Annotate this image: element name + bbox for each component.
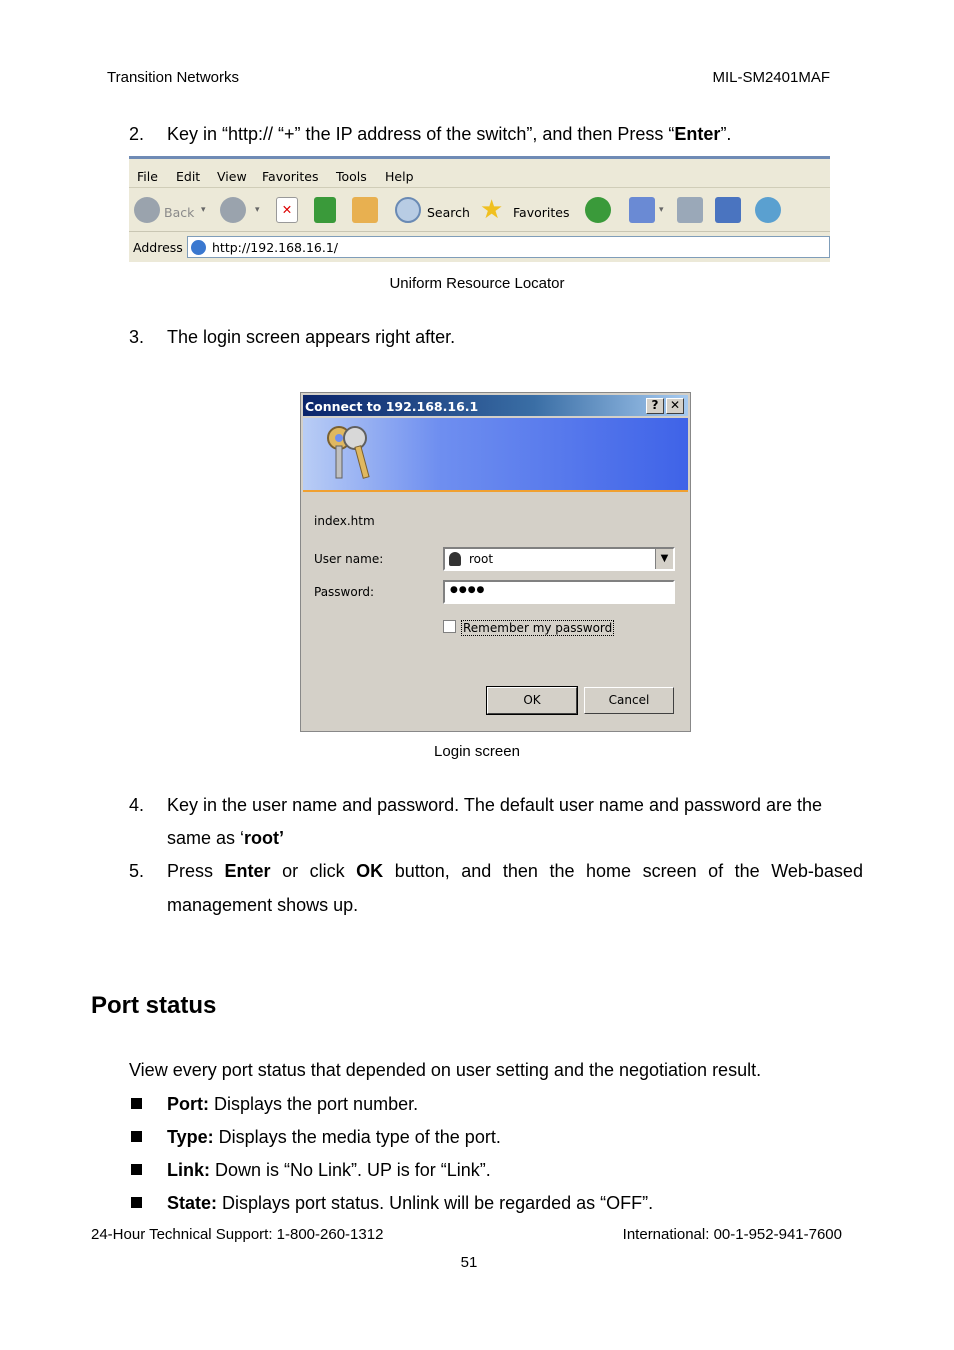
mail-icon[interactable] bbox=[629, 197, 655, 223]
footer-left: 24-Hour Technical Support: 1-800-260-1312 bbox=[91, 1226, 384, 1243]
page-number: 51 bbox=[460, 1254, 478, 1271]
username-value: root bbox=[469, 552, 494, 566]
browser-toolbar-screenshot bbox=[129, 156, 830, 262]
edit-icon[interactable] bbox=[715, 197, 741, 223]
favorites-star-icon[interactable]: ★ bbox=[480, 195, 504, 225]
address-bar bbox=[129, 234, 830, 261]
dialog-title: Connect to 192.168.16.1 bbox=[305, 399, 479, 414]
step-text: Key in “http:// “+” the IP address of the switch”, and then Press “Enter”. bbox=[167, 124, 732, 144]
step-number: 3. bbox=[129, 327, 145, 347]
dialog-titlebar bbox=[303, 395, 688, 416]
password-label: Password: bbox=[314, 585, 375, 599]
chevron-down-icon[interactable]: ▾ bbox=[255, 205, 260, 215]
menu-file[interactable]: File bbox=[137, 169, 158, 184]
password-value: ●●●● bbox=[450, 585, 486, 595]
section-title: Port status bbox=[91, 992, 217, 1019]
history-icon[interactable] bbox=[585, 197, 611, 223]
step-number: 5. bbox=[129, 861, 145, 881]
back-button-label[interactable]: Back bbox=[164, 205, 195, 220]
menu-tools[interactable]: Tools bbox=[336, 169, 367, 184]
bullet-item: State: Displays port status. Unlink will be regarded as “OFF”. bbox=[167, 1193, 654, 1213]
bullet-item: Type: Displays the media type of the port. bbox=[167, 1127, 501, 1147]
address-label: Address bbox=[133, 240, 183, 255]
toolbar bbox=[129, 191, 830, 232]
caption-login: Login screen bbox=[434, 743, 520, 760]
close-icon[interactable]: ✕ bbox=[666, 398, 684, 414]
print-icon[interactable] bbox=[677, 197, 703, 223]
username-field[interactable] bbox=[443, 547, 675, 571]
ok-button[interactable]: OK bbox=[487, 687, 577, 714]
search-icon[interactable] bbox=[395, 197, 421, 223]
caption-url: Uniform Resource Locator bbox=[389, 275, 565, 292]
messenger-icon[interactable] bbox=[755, 197, 781, 223]
header-right: MIL-SM2401MAF bbox=[712, 69, 830, 86]
bullet-marker bbox=[131, 1098, 142, 1109]
step-number: 2. bbox=[129, 124, 145, 144]
address-input[interactable] bbox=[187, 236, 830, 258]
page-icon bbox=[191, 240, 206, 255]
remember-label[interactable]: Remember my password bbox=[463, 621, 613, 635]
menu-favorites[interactable]: Favorites bbox=[262, 169, 319, 184]
refresh-icon[interactable] bbox=[314, 197, 336, 223]
menu-help[interactable]: Help bbox=[385, 169, 414, 184]
keys-icon bbox=[321, 424, 377, 484]
chevron-down-icon[interactable]: ▾ bbox=[201, 205, 206, 215]
footer-right: International: 00-1-952-941-7600 bbox=[622, 1226, 842, 1243]
header-left: Transition Networks bbox=[107, 69, 239, 86]
bullet-item: Port: Displays the port number. bbox=[167, 1094, 419, 1114]
realm-text: index.htm bbox=[314, 514, 375, 528]
username-label: User name: bbox=[314, 552, 384, 566]
bullet-marker bbox=[131, 1197, 142, 1208]
step-number: 4. bbox=[129, 795, 145, 815]
chevron-down-icon[interactable]: ▾ bbox=[659, 205, 664, 215]
menu-bar bbox=[129, 165, 830, 188]
back-arrow-icon[interactable] bbox=[134, 197, 160, 223]
user-icon bbox=[449, 552, 461, 566]
step-text-line2: management shows up. bbox=[167, 895, 359, 915]
step-text-line2: same as ‘root’ bbox=[167, 828, 285, 848]
step-text: The login screen appears right after. bbox=[167, 327, 456, 347]
dropdown-arrow-icon[interactable]: ▼ bbox=[655, 549, 673, 569]
forward-arrow-icon[interactable] bbox=[220, 197, 246, 223]
menu-view[interactable]: View bbox=[217, 169, 247, 184]
bullet-marker bbox=[131, 1164, 142, 1175]
stop-icon[interactable]: ✕ bbox=[276, 197, 298, 223]
section-intro: View every port status that depended on user setting and the negotiation result. bbox=[129, 1060, 762, 1080]
step-text-line1: Press Enter or click OK button, and then the home screen of the Web-based bbox=[167, 861, 863, 881]
address-value: http://192.168.16.1/ bbox=[212, 240, 339, 255]
cancel-button[interactable]: Cancel bbox=[584, 687, 674, 714]
bullet-marker bbox=[131, 1131, 142, 1142]
help-icon[interactable]: ? bbox=[646, 398, 664, 414]
menu-edit[interactable]: Edit bbox=[176, 169, 201, 184]
bullet-item: Link: Down is “No Link”. UP is for “Link”. bbox=[167, 1160, 491, 1180]
step-text-line1: Key in the user name and password. The default user name and password are the bbox=[167, 795, 823, 815]
password-field[interactable] bbox=[443, 580, 675, 604]
home-icon[interactable] bbox=[352, 197, 378, 223]
remember-checkbox[interactable] bbox=[443, 620, 456, 633]
login-dialog bbox=[300, 392, 691, 732]
search-button-label[interactable]: Search bbox=[427, 205, 470, 220]
favorites-button-label[interactable]: Favorites bbox=[513, 205, 570, 220]
dialog-banner bbox=[303, 418, 688, 492]
